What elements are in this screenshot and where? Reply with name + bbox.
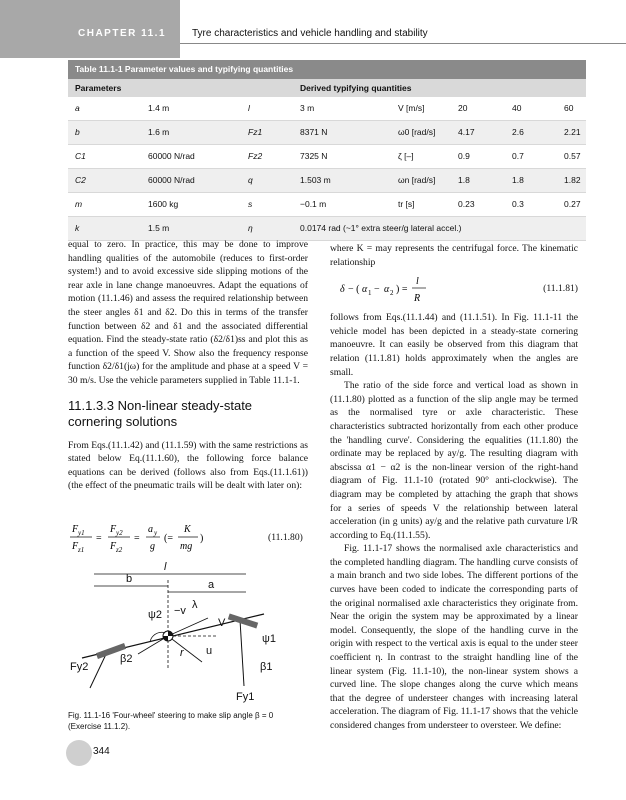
table-cell: 0.0174 rad (~1° extra steer/g lateral accel.) [300,223,462,233]
table-cell: k [75,223,80,233]
paragraph: where K = may represents the centrifugal force. The kinematic relationship [330,243,578,268]
table-cell: 20 [458,103,468,113]
table-cell: C2 [75,175,86,185]
equation-label: (11.1.80) [268,532,303,543]
table-cell: 0.57 [564,151,581,161]
table-cell: 0.3 [512,199,524,209]
table-cell: C1 [75,151,86,161]
table-cell: 1.4 m [148,103,170,113]
paragraph: Fig. 11.1-17 shows the normalised axle characteristics and the completed handling diagram. The handling curve consists of a main branch and two side lobes. The different portions of the curves have been coded to indicate the corresponding parts of the original normalised axle characteristics they originate from. Near the origin the system may be approximated by a linear model. Consequently, the slope of the handling curve in the origin with respect to the vertical axis is equal to the under steer coefficient η. In contrast to the straight handling line of the linear system (Fig. 11.1-10), the non-linear system shows a curved line. The slope changes along the curve which means that the degree of understeer changes with increasing lateral acceleration. The diagram of Fig. 11.1-17 shows that the vehicle considered changes from understeer to oversteer. We define: [330,543,578,731]
table-cell: 3 m [300,103,315,113]
svg-text:y: y [154,529,158,537]
label-fy2: Fy2 [70,661,89,673]
svg-text:y2: y2 [116,529,123,537]
label-psi1: ψ1 [262,633,276,645]
heading-derived: Derived typifying quantities [300,83,412,93]
table-cell: 2.21 [564,127,581,137]
figure-caption: Fig. 11.1-16 'Four-wheel' steering to make slip angle β = 0 (Exercise 11.1.2). [68,711,274,731]
svg-text:l: l [416,276,419,288]
table-row [68,97,586,121]
svg-text:mg: mg [180,541,193,552]
svg-text:F: F [72,541,79,552]
label-u: u [206,645,213,657]
table-row [68,169,586,193]
equation-11-1-81 [330,273,578,307]
table-cell: b [75,127,80,137]
table-cell: m [75,199,83,209]
table-cell: 60000 N/rad [148,175,195,185]
table-row [68,193,586,217]
table-caption: Table 11.1-1 Parameter values and typifying quantities [68,60,586,79]
label-v: V [218,617,226,629]
svg-text:(=: (= [164,533,173,544]
label-r: r [180,647,184,659]
svg-text:) =: ) = [396,284,408,296]
parameter-table [68,60,586,241]
table-cell: 1.503 m [300,175,331,185]
svg-text:z1: z1 [78,546,85,554]
svg-text:δ: δ [340,284,345,296]
svg-text:F: F [72,524,79,535]
svg-text:α: α [362,284,368,296]
paragraph: The ratio of the side force and vertical load as shown in (11.1.80) plotted as a function of the slip angle may be termed as the normalised tyre or axle characteristic. These characteristics subtracted horizontally from each other produce the 'handling curve'. Considering the equalities (11.1.80) the ordinate may be replaced by ay/g. The resulting diagram with abscissa α1 − α2 is the non-linear version of the right-hand diagram of Fig. 11.1-10 (rotated 90° anti-clockwise). The diagram may be completed by attaching the graph that shows for a series of speeds V the relationship between lateral acceleration (in g units) ay/g and the relative path curvature l/R according to Eq.(11.1.55). [330,380,578,541]
table-cell: 0.9 [458,151,470,161]
label-lambda: λ [192,599,198,611]
svg-text:g: g [150,541,155,552]
svg-text:K: K [184,524,191,535]
table-cell: Fz1 [248,127,263,137]
svg-text:y1: y1 [78,529,85,537]
svg-text:=: = [96,533,102,544]
table-cell: 1.5 m [148,223,170,233]
svg-text:): ) [200,533,204,544]
table-cell: 1.6 m [148,127,170,137]
table-cell: 1.8 [458,175,470,185]
header-rule [180,43,626,44]
left-column [68,238,308,493]
page-number: 344 [93,746,110,757]
velocity-v-arrow [168,618,208,636]
table-cell: 40 [512,103,522,113]
svg-text:α: α [384,284,390,296]
table-cell: 2.6 [512,127,524,137]
right-column [330,242,578,733]
front-wheel [228,614,258,629]
section-heading: 11.1.3.3 Non-linear steady-state cornering solutions [68,397,253,429]
table-cell: 4.17 [458,127,475,137]
svg-text:− (: − ( [348,284,360,296]
table-header [68,79,586,97]
page-number-badge [66,740,92,766]
svg-text:a: a [148,524,153,535]
table-cell: ζ [–] [398,151,414,161]
table-cell: 8371 N [300,127,328,137]
svg-text:=: = [134,533,140,544]
four-wheel-steer-figure [68,558,308,708]
paragraph: follows from Eqs.(11.1.44) and (11.1.51). In Fig. 11.1-11 the vehicle model has been depicted in a steady-state cornering manoeuvre. It can easily be observed from this diagram that relation (11.1.81) holds approximately when the angles are small. [330,312,578,378]
table-cell: η [248,223,253,233]
table-cell: tr [s] [398,199,415,209]
table-cell: a [75,103,80,113]
label-psi2: ψ2 [148,609,162,621]
chapter-label: CHAPTER 11.1 [78,28,167,39]
svg-text:1: 1 [368,289,372,298]
running-title: Tyre characteristics and vehicle handling and stability [192,28,428,39]
label-b: b [126,573,133,585]
heading-parameters: Parameters [75,83,122,93]
label-minus-v: −v [174,605,186,617]
label-a: a [208,579,215,591]
table-cell: ωn [rad/s] [398,175,436,185]
force-fy1-arrow [240,620,244,686]
svg-text:2: 2 [390,289,394,298]
table-cell: s [248,199,253,209]
table-cell: q [248,175,253,185]
table-cell: 7325 N [300,151,328,161]
table-cell: 60000 N/rad [148,151,195,161]
paragraph: From Eqs.(11.1.42) and (11.1.59) with the same restrictions as stated below Eq.(11.1.60), the following force balance equations can be derived (follows also from Eqs.(11.1.61)) (the effect of the pneumatic trails will be dealt with later on): [68,439,308,492]
svg-text:F: F [110,524,117,535]
label-fy1: Fy1 [236,691,255,703]
table-cell: 60 [564,103,574,113]
table-cell: 0.23 [458,199,475,209]
svg-text:R: R [414,293,421,305]
table-cell: 0.27 [564,199,581,209]
table-cell: 1600 kg [148,199,179,209]
table-cell: −0.1 m [300,199,327,209]
paragraph: equal to zero. In practice, this may be done to improve handling qualities of the automobile (reduces to first-order system!) and to avoid excessive side slipping motions of the rear axle in lane change manoeuvres. Adapt the equations of motion (11.1.46) and assess the required relationship between the steer angles δ1 and δ2. Do this in terms of the transfer function between δ2 and δ1 and the associated differential equation. Find the steady-state ratio (δ2/δ1)ss and plot this as a function of the speed V. Show also the frequency response function δ2/δ1(jω) for the amplitude and phase at a speed V = 30 m/s. Use the vehicle parameters supplied in Table 11.1-1. [68,239,308,386]
table-cell: l [248,103,250,113]
table-cell: ω0 [rad/s] [398,127,436,137]
svg-text:−: − [374,284,380,296]
label-l: l [164,561,167,573]
table-cell: 1.8 [512,175,524,185]
velocity-u-arrow [168,636,202,662]
table-cell: 0.7 [512,151,524,161]
label-beta2: β2 [120,653,133,665]
svg-text:F: F [110,541,117,552]
equation-label: (11.1.81) [543,283,578,295]
table-cell: Fz2 [248,151,263,161]
table-row [68,145,586,169]
table-cell: 1.82 [564,175,581,185]
table-cell: V [m/s] [398,103,425,113]
label-beta1: β1 [260,661,273,673]
svg-text:z2: z2 [116,546,123,554]
table-row [68,121,586,145]
